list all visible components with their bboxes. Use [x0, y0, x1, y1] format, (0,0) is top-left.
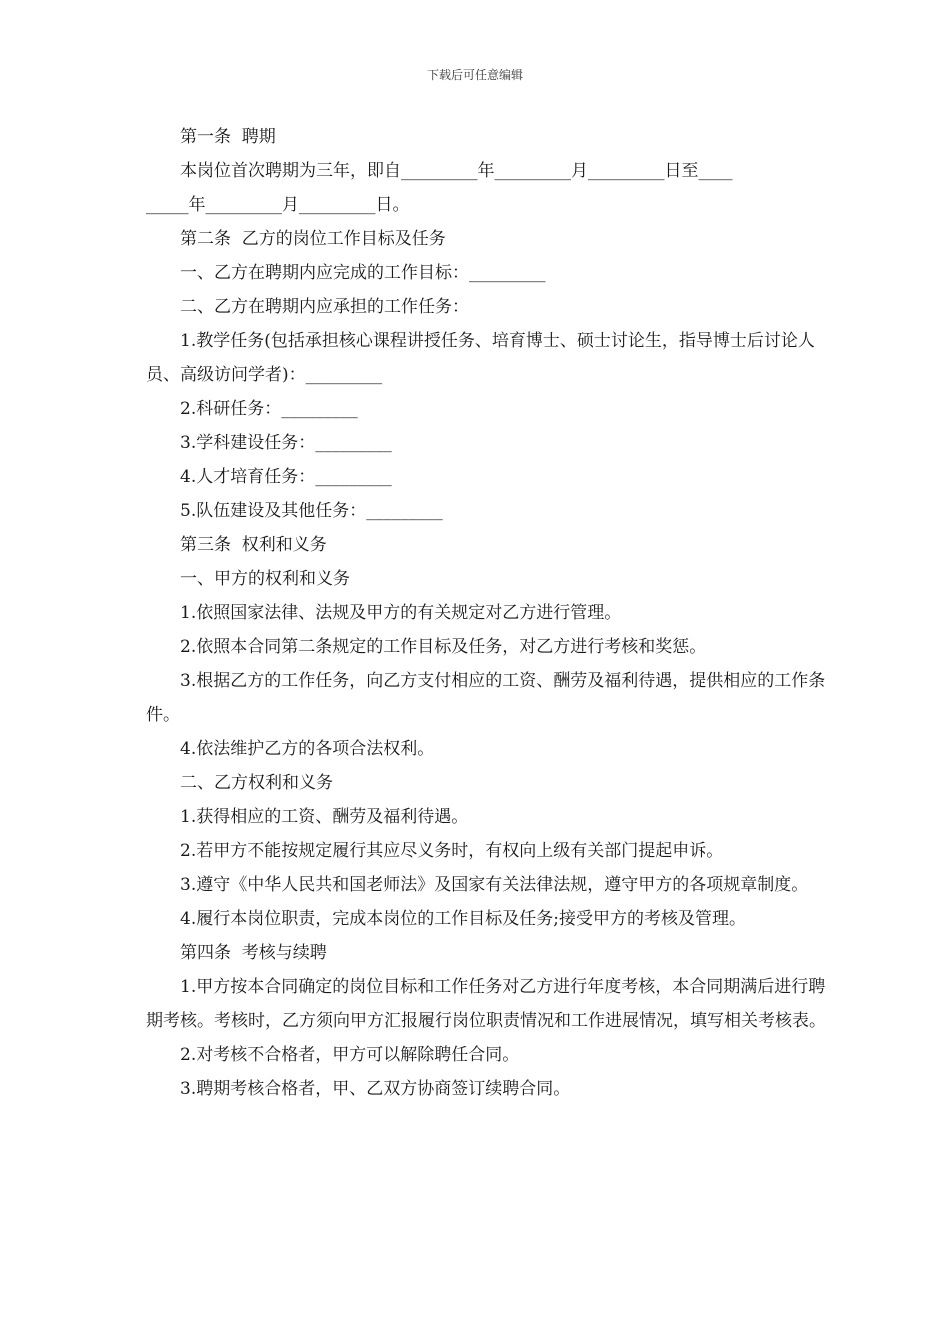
- assessment-item-2: 2.对考核不合格者，甲方可以解除聘任合同。: [180, 1045, 520, 1065]
- party-b-item-2: 2.若甲方不能按规定履行其应尽义务时，有权向上级有关部门提起申诉。: [180, 841, 724, 861]
- article-1-heading: 第一条 聘期: [180, 127, 276, 147]
- assessment-item-3: 3.聘期考核合格者，甲、乙双方协商签订续聘合同。: [180, 1079, 571, 1099]
- party-b-item-1: 1.获得相应的工资、酬劳及福利待遇。: [180, 807, 469, 827]
- article-2-heading: 第二条 乙方的岗位工作目标及任务: [180, 229, 446, 249]
- article-4-heading: 第四条 考核与续聘: [180, 943, 327, 963]
- work-task-paragraph: 二、乙方在聘期内应承担的工作任务：: [180, 297, 469, 317]
- party-a-item-4: 4.依法维护乙方的各项合法权利。: [180, 739, 435, 759]
- page-header: 下载后可任意编辑: [426, 68, 523, 82]
- term-period-paragraph: 本岗位首次聘期为三年，即自_________年_________月_________日至____ _____年_________月_________日。: [146, 161, 733, 215]
- party-a-rights-heading: 一、甲方的权利和义务: [180, 569, 350, 589]
- party-a-item-1: 1.依照国家法律、法规及甲方的有关规定对乙方进行管理。: [180, 603, 622, 623]
- party-b-rights-heading: 二、乙方权利和义务: [180, 773, 333, 793]
- discipline-task-item: 3.学科建设任务：_________: [180, 433, 392, 453]
- article-3-heading: 第三条 权利和义务: [180, 535, 327, 555]
- team-task-item: 5.队伍建设及其他任务：_________: [180, 501, 443, 521]
- party-a-item-3: 3.根据乙方的工作任务，向乙方支付相应的工资、酬劳及福利待遇，提供相应的工作条件。: [146, 671, 826, 725]
- assessment-item-1: 1.甲方按本合同确定的岗位目标和工作任务对乙方进行年度考核，本合同期满后进行聘期考核。考核时，乙方须向甲方汇报履行岗位职责情况和工作进展情况，填写相关考核表。: [146, 977, 826, 1031]
- document-body: [146, 120, 826, 1106]
- party-b-item-3: 3.遵守《中华人民共和国老师法》及国家有关法律法规，遵守甲方的各项规章制度。: [180, 875, 809, 895]
- party-b-item-4: 4.履行本岗位职责，完成本岗位的工作目标及任务;接受甲方的考核及管理。: [180, 909, 746, 929]
- research-task-item: 2.科研任务：_________: [180, 399, 358, 419]
- work-goal-paragraph: 一、乙方在聘期内应完成的工作目标：_________: [180, 263, 546, 283]
- party-a-item-2: 2.依照本合同第二条规定的工作目标及任务，对乙方进行考核和奖惩。: [180, 637, 707, 657]
- talent-task-item: 4.人才培育任务：_________: [180, 467, 392, 487]
- teaching-task-item: 1.教学任务(包括承担核心课程讲授任务、培育博士、硕士讨论生，指导博士后讨论人员、高级访问学者)：_________: [146, 331, 815, 385]
